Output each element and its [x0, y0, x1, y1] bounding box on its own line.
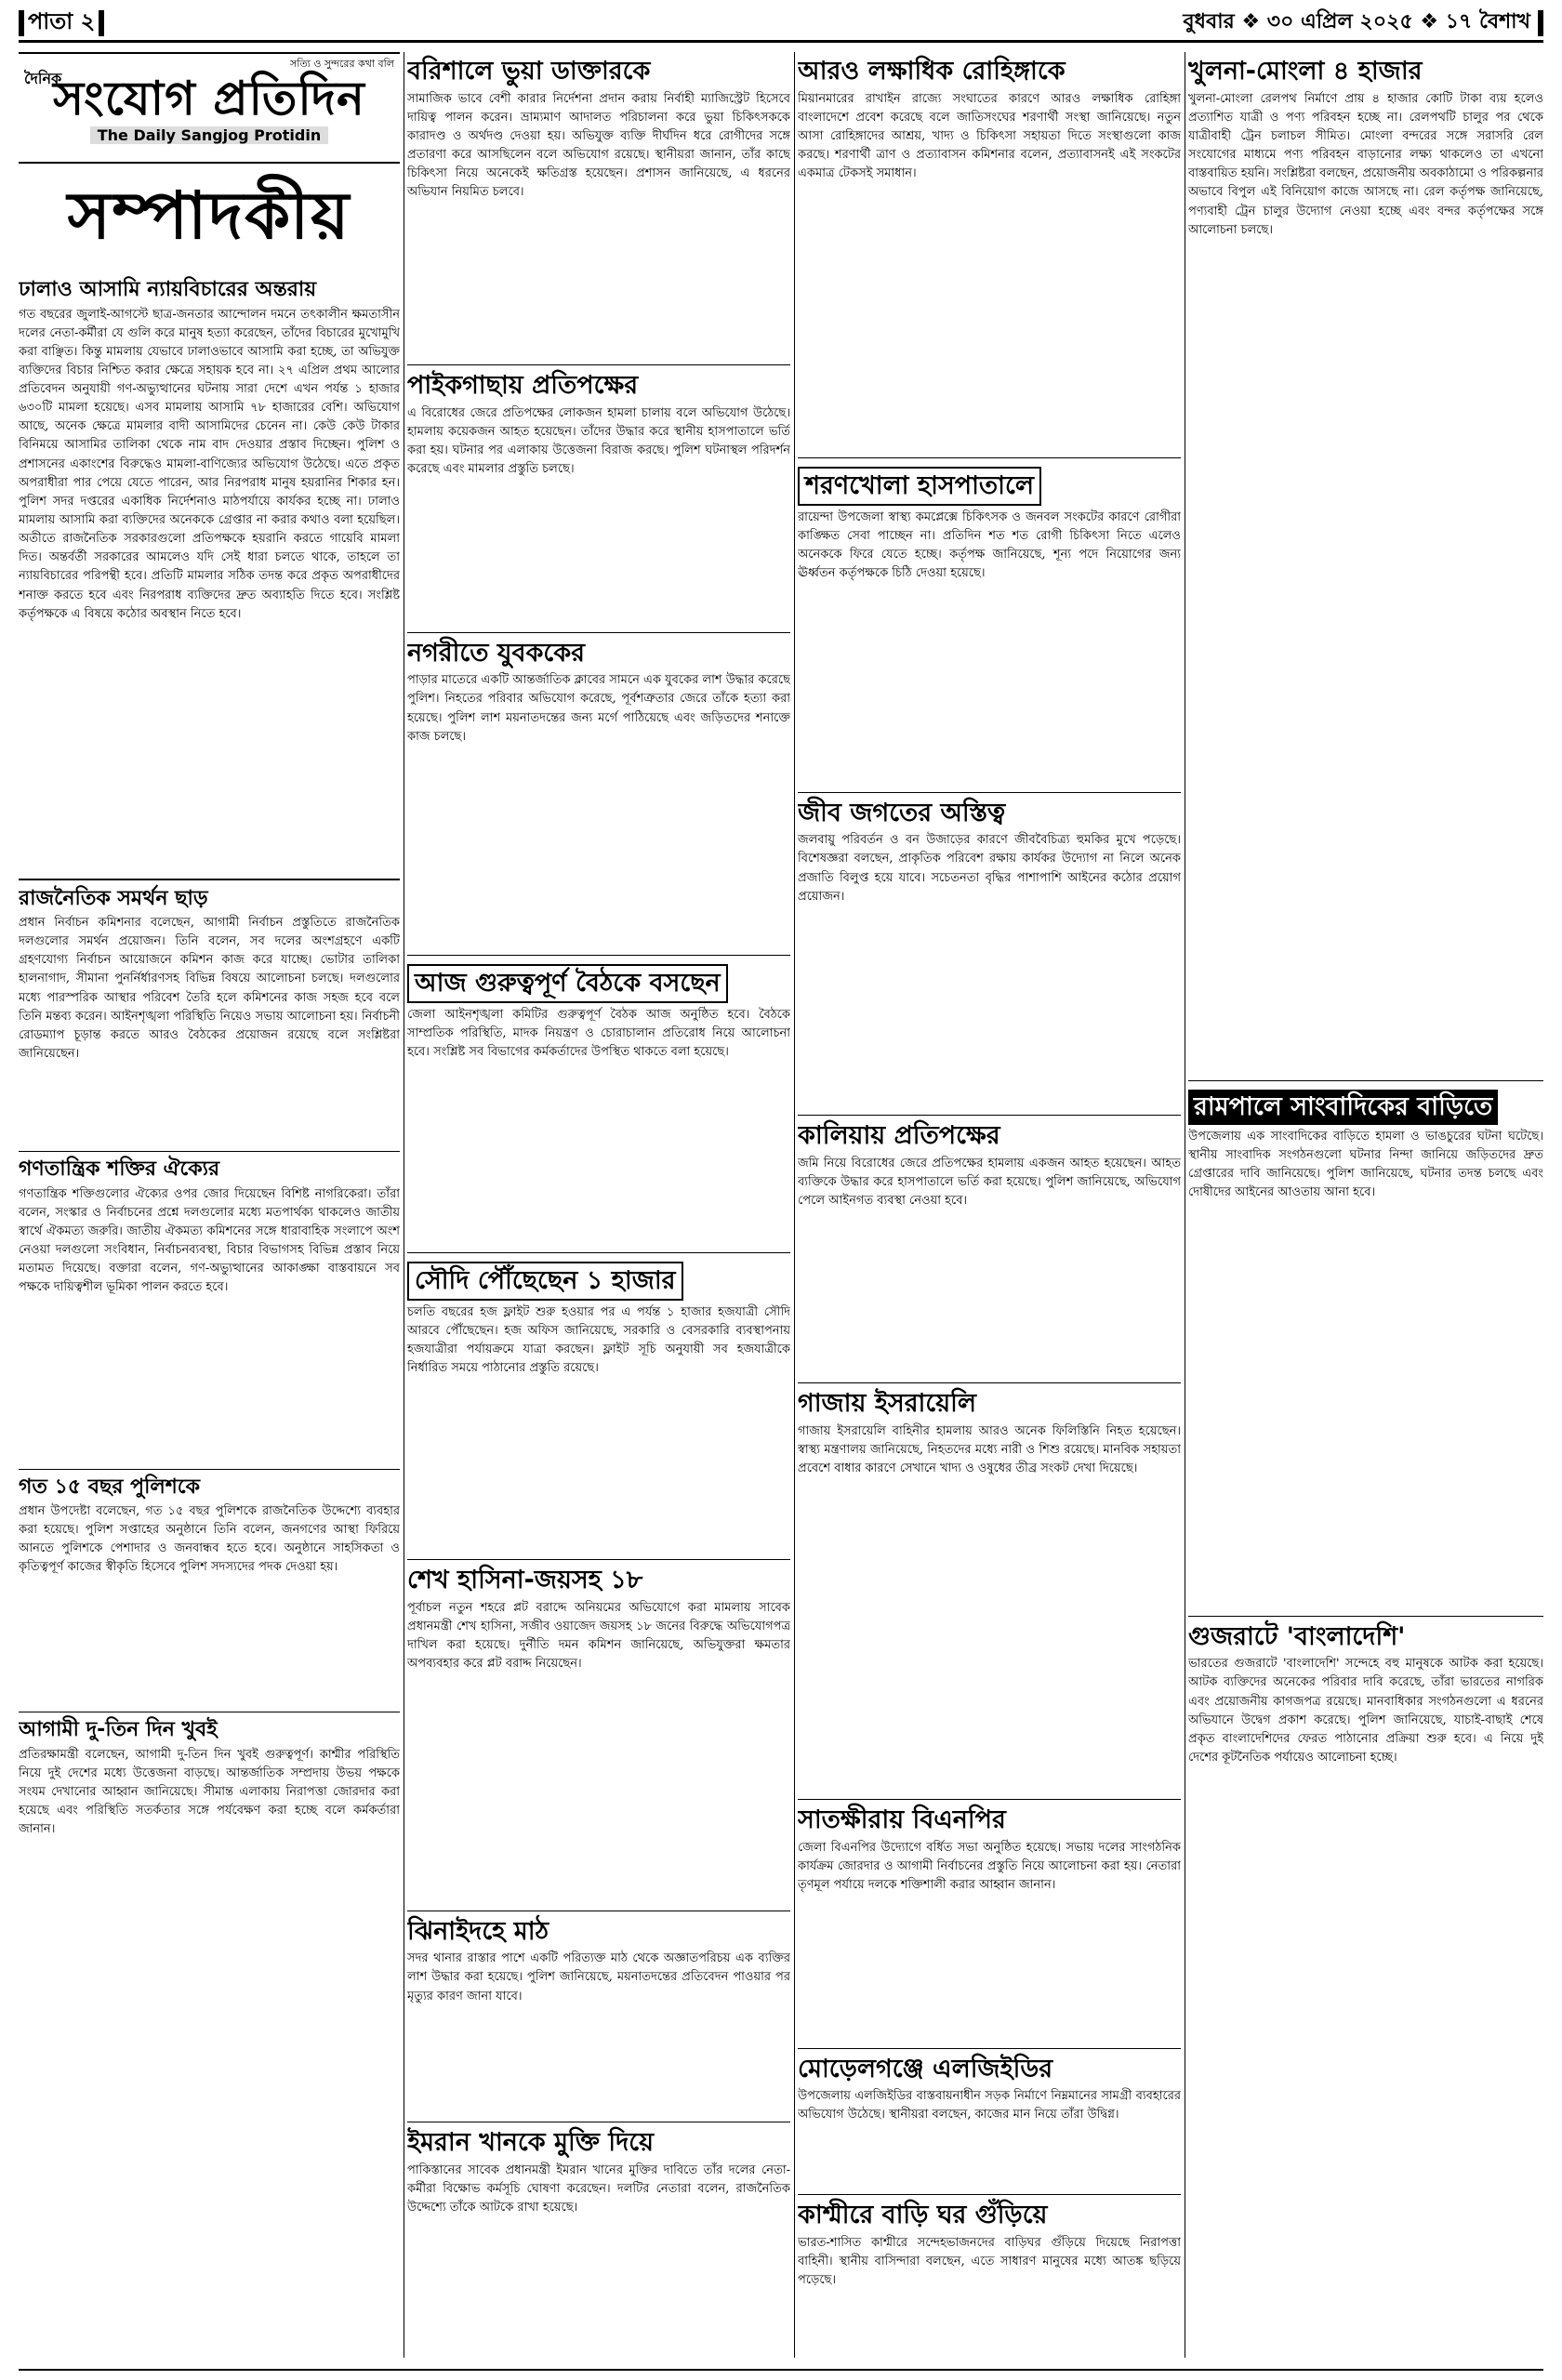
story-headline: গাজায় ইসরায়েলি [798, 1389, 976, 1418]
masthead [19, 52, 400, 164]
story-headline: জীব জগতের অস্তিত্ব [798, 798, 1006, 827]
editorial-headline: ঢালাও আসামি ন্যায়বিচারের অন্তরায় [19, 278, 317, 301]
dateline [1183, 6, 1543, 40]
story-headline: আগামী দু-তিন দিন খুবই [19, 1718, 218, 1741]
story-body: মিয়ানমারের রাখাইন রাজ্যে সংঘাতের কারণে আরও লক্ষাধিক রোহিঙ্গা বাংলাদেশে প্রবেশ করেছে বলে জাতিসংঘের শরণার্থী সংস্থা জানিয়েছে। নতুন আসা রোহিঙ্গাদের আশ্রয়, খাদ্য ও চিকিৎসা সহায়তা দিতে সংস্থাগুলো কাজ করছে। শরণার্থী ত্রাণ ও প্রত্যাবাসন কমিশনার বলেন, প্রত্যাবাসনই এই সংকটের একমাত্র টেকসই সমাধান। [798, 91, 1181, 181]
story-body: জেলা আইনশৃঙ্খলা কমিটির গুরুত্বপূর্ণ বৈঠক আজ অনুষ্ঠিত হবে। বৈঠকে সাম্প্রতিক পরিস্থিতি, মাদক নিয়ন্ত্রণ ও চোরাচালান প্রতিরোধ নিয়ে আলোচনা হবে। সংশ্লিষ্ট সব বিভাগের কর্মকর্তাদের উপস্থিত থাকতে বলা হয়েছে। [407, 1008, 790, 1060]
story-headline: সাতক্ষীরায় বিএনপির [798, 1805, 1006, 1834]
column-divider [794, 52, 795, 2358]
story-body: পাকিস্তানের সাবেক প্রধানমন্ত্রী ইমরান খানের মুক্তির দাবিতে তাঁর দলের নেতা-কর্মীরা বিক্ষোভ কর্মসূচি ঘোষণা করেছেন। দলটির নেতারা বলেন, রাজনৈতিক উদ্দেশ্যে তাঁকে আটকে রাখা হয়েছে। [407, 2163, 790, 2215]
divider [19, 1151, 400, 1152]
story-body: ভারত-শাসিত কাশ্মীরে সন্দেহভাজনদের বাড়িঘর গুঁড়িয়ে দিয়েছে নিরাপত্তা বাহিনী। স্থানীয় বাসিন্দারা বলছেন, এতে সাধারণ মানুষের মধ্যে আতঙ্ক ছড়িয়ে পড়েছে। [798, 2236, 1181, 2288]
column-1 [19, 52, 400, 2361]
divider [798, 2048, 1181, 2049]
story-body: সামাজিক ভাবে বেশী কারার নির্দেশনা প্রদান করায় নির্বাহী ম্যাজিস্ট্রেট হিসেবে দায়িত্ব পালন করেন। ভ্রাম্যমাণ আদালত পরিচালনা করে ভুয়া চিকিৎসককে কারাদণ্ড ও অর্থদণ্ড দেওয়া হয়। অভিযুক্ত ব্যক্তি দীর্ঘদিন ধরে রোগীদের সঙ্গে প্রতারণা করে আসছিলেন বলে অভিযোগ রয়েছে। স্থানীয়রা জানান, তাঁর কাছে চিকিৎসা নিয়ে অনেকেই ক্ষতিগ্রস্ত হয়েছেন। প্রশাসন জানিয়েছে, এ ধরনের অভিযান নিয়মিত চলবে। [407, 91, 790, 200]
story [19, 1717, 400, 2025]
masthead-name: সংযোগ প্রতিদিন [53, 71, 365, 126]
story-body: চলতি বছরের হজ ফ্লাইট শুরু হওয়ার পর এ পর্যন্ত ১ হাজার হজযাত্রী সৌদি আরবে পৌঁছেছেন। হজ অফিস জানিয়েছে, সরকারি ও বেসরকারি ব্যবস্থাপনায় হজযাত্রীরা পর্যায়ক্রমে যাত্রা করছেন। ফ্লাইট সূচি অনুযায়ী সব হজযাত্রীকে নির্ধারিত সময়ে পাঠানোর প্রস্তুতি রয়েছে। [407, 1304, 790, 1376]
story-headline: পাইকগাছায় প্রতিপক্ষের [407, 370, 639, 400]
story-body: গাজায় ইসরায়েলি বাহিনীর হামলায় আরও অনেক ফিলিস্তিনি নিহত হয়েছেন। স্বাস্থ্য মন্ত্রণালয় জানিয়েছে, নিহতদের মধ্যে নারী ও শিশু রয়েছে। মানবিক সহায়তা প্রবেশে বাধার কারণে সেখানে খাদ্য ও ওষুধের তীব্র সংকট দেখা দিয়েছে। [798, 1423, 1181, 1476]
story-body: জমি নিয়ে বিরোধের জেরে প্রতিপক্ষের হামলায় একজন আহত হয়েছেন। আহত ব্যক্তিকে উদ্ধার করে হাসপাতালে ভর্তি করা হয়েছে। পুলিশ জানিয়েছে, অভিযোগ পেলে আইনগত ব্যবস্থা নেওয়া হবে। [798, 1157, 1181, 1209]
editorial-section-title: সম্পাদকীয় [67, 176, 351, 254]
story-headline: ইমরান খানকে মুক্তি দিয়ে [407, 2128, 655, 2158]
divider [407, 955, 790, 956]
story-body: সদর থানার রাস্তার পাশে একটি পরিত্যক্ত মাঠ থেকে অজ্ঞাতপরিচয় এক ব্যক্তির লাশ উদ্ধার করা হয়েছে। পুলিশ জানিয়েছে, ময়নাতদন্তের প্রতিবেদন পাওয়ার পর মৃত্যুর কারণ জানা যাবে। [407, 1951, 790, 2003]
story-body: পাড়ার মাতেরে একটি আন্তর্জাতিক ক্লাবের সামনে এক যুবকের লাশ উদ্ধার করেছে পুলিশ। নিহতের পরিবার অভিযোগ করেছে, পূর্বশত্রুতার জেরে তাঁকে হত্যা করা হয়েছে। পুলিশ লাশ ময়নাতদন্তের জন্য মর্গে পাঠিয়েছে এবং জড়িতদের শনাক্তে কাজ চলছে। [407, 673, 790, 744]
story-headline: কালিয়ায় প্রতিপক্ষের [798, 1121, 1000, 1151]
divider [1188, 1080, 1543, 1081]
story-body: প্রধান নির্বাচন কমিশনার বলেছেন, আগামী নির্বাচন প্রস্তুতিতে রাজনৈতিক দলগুলোর সমর্থন প্রয়োজন। তিনি বলেন, সব দলের অংশগ্রহণে একটি গ্রহণযোগ্য নির্বাচন আয়োজনে কমিশন কাজ করে যাচ্ছে। ভোটার তালিকা হালনাগাদ, সীমানা পুনর্নির্ধারণসহ বিভিন্ন বিষয়ে আলোচনা চলছে। দলগুলোর মধ্যে পারস্পরিক আস্থার পরিবেশ তৈরি হলে কমিশনের কাজ সহজ হবে বলে তিনি মন্তব্য করেন। আইনশৃঙ্খলা পরিস্থিতি নিয়েও সভায় আলোচনা হয়। নির্বাচনী রোডম্যাপ চূড়ান্ত করতে আরও বৈঠকের প্রয়োজন রয়েছে বলে সংশ্লিষ্টরা জানিয়েছেন। [19, 916, 400, 1061]
divider [798, 792, 1181, 793]
masthead-english: The Daily Sangjog Protidin [90, 126, 329, 144]
story-body: গণতান্ত্রিক শক্তিগুলোর ঐক্যের ওপর জোর দিয়েছেন বিশিষ্ট নাগরিকেরা। তাঁরা বলেন, সংস্কার ও নির্বাচনের প্রশ্নে দলগুলোর মধ্যে মতপার্থক্য থাকলেও জাতীয় স্বার্থে ঐকমত্য জরুরি। জাতীয় ঐকমত্য কমিশনের সঙ্গে ধারাবাহিক সংলাপে অংশ নেওয়া দলগুলো সংবিধান, নির্বাচনব্যবস্থা, বিচার বিভাগসহ বিভিন্ন প্রস্তাব নিয়ে মতামত দিয়েছে। বক্তারা বলেন, গণ-অভ্যুত্থানের আকাঙ্ক্ষা বাস্তবায়নে সব পক্ষকে দায়িত্বশীল ভূমিকা পালন করতে হবে। [19, 1186, 400, 1295]
story-body: উপজেলায় এক সাংবাদিকের বাড়িতে হামলা ও ভাঙচুরের ঘটনা ঘটেছে। স্থানীয় সাংবাদিক সংগঠনগুলো ঘটনার নিন্দা জানিয়ে জড়িতদের দ্রুত গ্রেপ্তারের দাবি জানিয়েছে। পুলিশ জানিয়েছে, ঘটনার তদন্ত চলছে এবং দোষীদের আইনের আওতায় আনা হবে। [1188, 1129, 1543, 1199]
story [19, 886, 400, 1147]
story-headline: ঝিনাইদহে মাঠ [407, 1916, 549, 1946]
story-headline: নগরীতে যুবককের [407, 638, 585, 668]
story-body: উপজেলায় এলজিইডির বাস্তবায়নাধীন সড়ক নির্মাণে নিম্নমানের সামগ্রী ব্যবহারের অভিযোগ উঠেছে। স্থানীয়রা বলছেন, কাজের মান নিয়ে তাঁরা উদ্বিগ্ন। [798, 2089, 1181, 2122]
story-headline: সৌদি পৌঁছেছেন ১ হাজার [407, 1262, 683, 1301]
story-headline: গত ১৫ বছর পুলিশকে [19, 1474, 201, 1499]
page-header [19, 6, 1543, 43]
story-body: প্রধান উপদেষ্টা বলেছেন, গত ১৫ বছর পুলিশকে রাজনৈতিক উদ্দেশ্যে ব্যবহার করা হয়েছে। পুলিশ সপ্তাহের অনুষ্ঠানে তিনি বলেন, জনগণের আস্থা ফিরিয়ে আনতে পুলিশকে পেশাদার ও জনবান্ধব হতে হবে। অনুষ্ঠানে সাহসিকতা ও কৃতিত্বপূর্ণ কাজের স্বীকৃতি হিসেবে পুলিশ সদস্যদের পদক দেওয়া হয়। [19, 1504, 400, 1575]
divider [407, 364, 790, 365]
divider [798, 1115, 1181, 1116]
masthead-daily: দৈনিক [24, 70, 62, 87]
masthead-tagline: সত্যি ও সুন্দরের কথা বলি [289, 58, 394, 70]
story-body: জলবায়ু পরিবর্তন ও বন উজাড়ের কারণে জীববৈচিত্র্য হুমকির মুখে পড়েছে। বিশেষজ্ঞরা বলছেন, প্রাকৃতিক পরিবেশ রক্ষায় কার্যকর উদ্যোগ না নিলে অনেক প্রজাতি বিলুপ্ত হয়ে যাবে। সচেতনতা বৃদ্ধির পাশাপাশি আইনের কঠোর প্রয়োগ প্রয়োজন। [798, 833, 1181, 904]
divider [407, 1252, 790, 1253]
divider [798, 457, 1181, 458]
story [19, 1474, 400, 1708]
story-headline: রামপালে সাংবাদিকের বাড়িতে [1188, 1090, 1498, 1125]
story-headline: খুলনা-মোংলা ৪ হাজার [1188, 57, 1423, 86]
story-headline: মোড়েলগঞ্জে এলজিইডির [798, 2054, 1053, 2083]
story-headline: শেখ হাসিনা-জয়সহ ১৮ [407, 1565, 643, 1594]
story-headline: রাজনৈতিক সমর্থন ছাড় [19, 886, 208, 910]
story-headline: গুজরাটে 'বাংলাদেশি' [1188, 1621, 1406, 1651]
divider [407, 1559, 790, 1560]
divider [798, 2194, 1181, 2195]
column-4 [1188, 52, 1543, 2361]
story-body: রায়েন্দা উপজেলা স্বাস্থ্য কমপ্লেক্সে চিকিৎসক ও জনবল সংকটের কারণে রোগীরা কাঙ্ক্ষিত সেবা পাচ্ছেন না। প্রতিদিন শত শত রোগী চিকিৎসা নিতে এলেও অনেককে ফিরে যেতে হচ্ছে। কর্তৃপক্ষ জানিয়েছে, শূন্য পদে নিয়োগের জন্য ঊর্ধ্বতন কর্তৃপক্ষকে চিঠি দেওয়া হয়েছে। [798, 509, 1181, 580]
story-headline: কাশ্মীরে বাড়ি ঘর গুঁড়িয়ে [798, 2201, 1048, 2230]
story-headline: আজ গুরুত্বপূর্ণ বৈঠকে বসছেন [407, 964, 728, 1003]
story-body: খুলনা-মোংলা রেলপথ নির্মাণে প্রায় ৪ হাজার কোটি টাকা ব্যয় হলেও প্রত্যাশিত যাত্রী ও পণ্য পরিবহন হচ্ছে না। রেলপথটি চালুর পর থেকে যাত্রীবাহী ট্রেন চলাচল সীমিত। মোংলা বন্দরের সঙ্গে সরাসরি রেল সংযোগের মাধ্যমে পণ্য পরিবহন বাড়ানোর লক্ষ্য থাকলেও তা এখনো বাস্তবায়িত হয়নি। সংশ্লিষ্টরা বলছেন, প্রয়োজনীয় অবকাঠামো ও পরিকল্পনার অভাবে বিপুল এই বিনিয়োগ কাজে আসছে না। রেল কর্তৃপক্ষ জানিয়েছে, পণ্যবাহী ট্রেন চালুর উদ্যোগ নেওয়া হচ্ছে এবং বন্দর কর্তৃপক্ষের সঙ্গে আলোচনা চলছে। [1188, 91, 1543, 237]
story-body: ভারতের গুজরাটে 'বাংলাদেশি' সন্দেহে বহু মানুষকে আটক করা হয়েছে। আটক ব্যক্তিদের অনেকের পরিবার দাবি করেছে, তাঁরা ভারতের নাগরিক এবং প্রয়োজনীয় কাগজপত্র রয়েছে। মানবাধিকার সংগঠনগুলো এ ধরনের অভিযানে উদ্বেগ প্রকাশ করেছে। পুলিশ জানিয়েছে, যাচাই-বাছাই শেষে প্রকৃত বাংলাদেশিদের ফেরত পাঠানোর প্রক্রিয়া শুরু হবে। এ নিয়ে দুই দেশের কূটনৈতিক পর্যায়েও আলোচনা হচ্ছে। [1188, 1657, 1543, 1765]
footer-rule [19, 2369, 1543, 2371]
story-body: প্রতিরক্ষামন্ত্রী বলেছেন, আগামী দু-তিন দিন খুবই গুরুত্বপূর্ণ। কাশ্মীর পরিস্থিতি নিয়ে দুই দেশের মধ্যে উত্তেজনা বাড়ছে। আন্তর্জাতিক সম্প্রদায় উভয় পক্ষকে সংযম দেখানোর আহ্বান জানিয়েছে। সীমান্ত এলাকায় নিরাপত্তা জোরদার করা হয়েছে এবং পরিস্থিতি সতর্কতার সঙ্গে পর্যবেক্ষণ করা হচ্ছে বলে কর্মকর্তারা জানান। [19, 1747, 400, 1837]
divider [19, 879, 400, 880]
story [19, 1157, 400, 1464]
story-headline: বরিশালে ভুয়া ডাক্তারকে [407, 57, 651, 86]
story-headline: গণতান্ত্রিক শক্তির ঐক্যের [19, 1157, 220, 1181]
editorial-body: গত বছরের জুলাই-আগস্টে ছাত্র-জনতার আন্দোলন দমনে তৎকালীন ক্ষমতাসীন দলের নেতা-কর্মীরা যে গুলি করে মানুষ হত্যা করেছেন, তাঁদের বিচারের মুখোমুখি করা বাঞ্ছিত। কিন্তু মামলায় যেভাবে ঢালাওভাবে আসামি করা হচ্ছে, তা অভিযুক্ত ব্যক্তিদের বিচার নিশ্চিত করার ক্ষেত্রে সহায়ক হবে না। ২৭ এপ্রিল প্রথম আলোর প্রতিবেদন অনুযায়ী গণ-অভ্যুত্থানের ঘটনায় সারা দেশে এখন পর্যন্ত ১ হাজার ৬৩০টি মামলা হয়েছে। এসব মামলায় আসামি ৭৮ হাজারের বেশি। অভিযোগ আছে, অনেক ক্ষেত্রে মামলার বাদী আসামিদের চেনেন না। কেউ কেউ টাকার বিনিময়ে আসামির তালিকা থেকে নাম বাদ দেওয়ার প্রস্তাব দিচ্ছেন। পুলিশ ও প্রশাসনের একাংশের বিরুদ্ধেও মামলা-বাণিজ্যের অভিযোগ উঠেছে। এতে প্রকৃত অপরাধীরা পার পেয়ে যেতে পারেন, আর নিরপরাধ মানুষ হয়রানির শিকার হন। পুলিশ সদর দপ্তরের একাধিক নির্দেশনাও মাঠপর্যায়ে কার্যকর হচ্ছে না। ঢালাও মামলায় আসামি করা ব্যক্তিদের অনেককে গ্রেপ্তার না করার কথাও বলা হয়েছিল। অতীতে রাজনৈতিক সরকারগুলো প্রতিপক্ষকে হয়রানি করতে গায়েবি মামলা দিত। অন্তর্বর্তী সরকারের আমলেও যদি সেই ধারা চলতে থাকে, তাহলে তা ন্যায়বিচারের পরিপন্থী হবে। প্রতিটি মামলার সঠিক তদন্ত করে প্রকৃত অপরাধীদের শনাক্ত করতে হবে এবং নিরপরাধ ব্যক্তিদের দ্রুত অব্যাহতি দিতে হবে। সংশ্লিষ্ট কর্তৃপক্ষকে এ বিষয়ে কঠোর অবস্থান নিতে হবে। [19, 307, 400, 621]
divider [407, 632, 790, 633]
divider [19, 1469, 400, 1470]
story-body: জেলা বিএনপির উদ্যোগে বর্ধিত সভা অনুষ্ঠিত হয়েছে। সভায় দলের সাংগঠনিক কার্যক্রম জোরদার ও আগামী নির্বাচনের প্রস্তুতি নিয়ে আলোচনা করা হয়। নেতারা তৃণমূল পর্যায়ে দলকে শক্তিশালী করার আহ্বান জানান। [798, 1840, 1181, 1892]
story-body: এ বিরোধের জেরে প্রতিপক্ষের লোকজন হামলা চালায় বলে অভিযোগ উঠেছে। হামলায় কয়েকজন আহত হয়েছেন। তাঁদের উদ্ধার করে স্থানীয় হাসপাতালে ভর্তি করা হয়। ঘটনার পর এলাকায় উত্তেজনা বিরাজ করছে। পুলিশ ঘটনাস্থল পরিদর্শন করেছে এবং মামলার প্রস্তুতি চলছে। [407, 405, 790, 476]
story-headline: আরও লক্ষাধিক রোহিঙ্গাকে [798, 57, 1066, 86]
dateline-text: বুধবার ❖ ৩০ এপ্রিল ২০২৫ ❖ ১৭ বৈশাখ [1183, 10, 1530, 33]
column-3 [798, 52, 1181, 2361]
page-number-label: পাতা ২ [28, 7, 96, 34]
divider [798, 1382, 1181, 1383]
page-number [19, 5, 104, 42]
story-headline: শরণখোলা হাসপাতালে [798, 467, 1041, 506]
divider [798, 1799, 1181, 1800]
story-body: পূর্বাচল নতুন শহরে প্লট বরাদ্দে অনিয়মের অভিযোগে করা মামলায় সাবেক প্রধানমন্ত্রী শেখ হাসিনা, সজীব ওয়াজেদ জয়সহ ১৮ জনের বিরুদ্ধে অভিযোগপত্র দাখিল করা হয়েছে। দুর্নীতি দমন কমিশন জানিয়েছে, অভিযুক্তরা ক্ষমতার অপব্যবহার করে প্লট বরাদ্দ নিয়েছেন। [407, 1600, 790, 1671]
divider [1188, 1616, 1543, 1617]
column-2 [407, 52, 790, 2361]
